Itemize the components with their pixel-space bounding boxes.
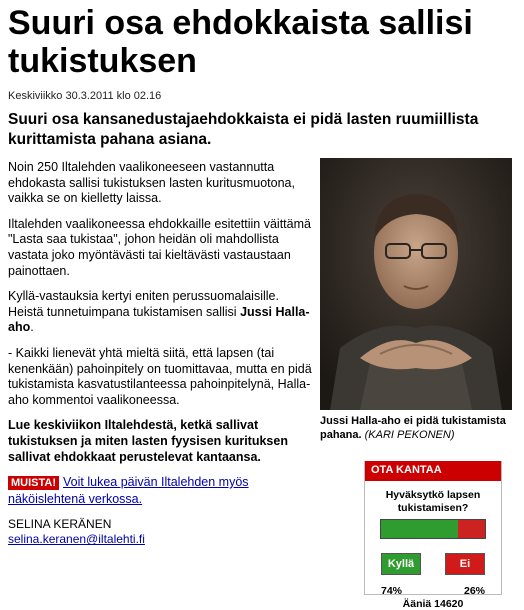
article-paragraph — [8, 289, 313, 336]
poll-no-percent: 26% — [463, 585, 485, 597]
poll-yes-fill — [381, 520, 458, 538]
vote-yes-button[interactable]: Kyllä — [381, 553, 421, 575]
caption-credit: (KARI PEKONEN) — [364, 429, 455, 441]
digital-edition-link[interactable]: Voit lukea päivän Iltalehden myös näköislehtenä verkossa. — [8, 475, 249, 506]
poll-header: OTA KANTAA — [365, 461, 501, 481]
poll-result-bar — [380, 519, 486, 539]
photo-caption — [320, 414, 520, 442]
poll-buttons — [381, 553, 485, 575]
article-body — [8, 160, 313, 547]
poll-widget — [364, 461, 502, 610]
portrait-image — [320, 158, 512, 410]
vote-no-button[interactable]: Ei — [445, 553, 485, 575]
paragraph-end: . — [30, 320, 34, 335]
article-promo: Lue keskiviikon Iltalehdestä, ketkä sallivat tukistuksen ja miten lasten fyysisen kurituksen sallivat ehdokkaat perustelevat kantaansa. — [8, 418, 288, 464]
author-name: SELINA KERÄNEN — [8, 517, 112, 532]
paragraph-text: Kyllä-vastauksia kertyi eniten perussuomalaisille. Heistä tunnetuimpana tukistamisen sallisi — [8, 289, 279, 319]
poll-question: Hyväksytkö lapsen tukistamisen? — [385, 489, 481, 514]
muista-badge: MUISTA! — [8, 476, 59, 490]
poll-results — [381, 585, 485, 597]
article-lead: Suuri osa kansanedustajaehdokkaista ei pidä lasten ruumiillista kurittamista pahana asiana. — [8, 111, 479, 148]
article-paragraph: Noin 250 Iltalehden vaalikoneeseen vastannutta ehdokasta sallisi tukistuksen lasten kuritusmuotona, vaikka se on kielletty laissa. — [8, 160, 295, 206]
poll-total-votes: Ääniä 14620 — [402, 598, 464, 610]
poll-yes-percent: 74% — [381, 585, 403, 597]
author-email-link[interactable]: selina.keranen@iltalehti.fi — [8, 532, 145, 547]
article-dateline: Keskiviikko 30.3.2011 klo 02.16 — [8, 90, 162, 102]
poll-no-fill — [458, 520, 485, 538]
article-quote: - Kaikki lienevät yhtä mieltä siitä, että lapsen (tai kenenkään) pahoinpitely on tuomittavaa, mutta en pidä tukistamista kasvatustilanteessa pahoinpitelynä, Halla-aho kommentoi vaalikoneessa. — [8, 345, 312, 407]
article-headline: Suuri osa ehdokkaista sallisi tukistuksen — [8, 4, 473, 80]
person-name: Jussi Halla-aho — [8, 304, 310, 335]
muista-line — [8, 475, 313, 507]
caption-text: Jussi Halla-aho ei pidä tukistamista pahana. — [320, 415, 506, 441]
article-paragraph: Iltalehden vaalikoneessa ehdokkaille esitettiin väittämä "Lasta saa tukistaa", johon heidän oli mahdollista vastata joko myöntävästi tai kieltävästi vastaustaan painottaen. — [8, 216, 311, 278]
article-photo — [320, 158, 512, 410]
